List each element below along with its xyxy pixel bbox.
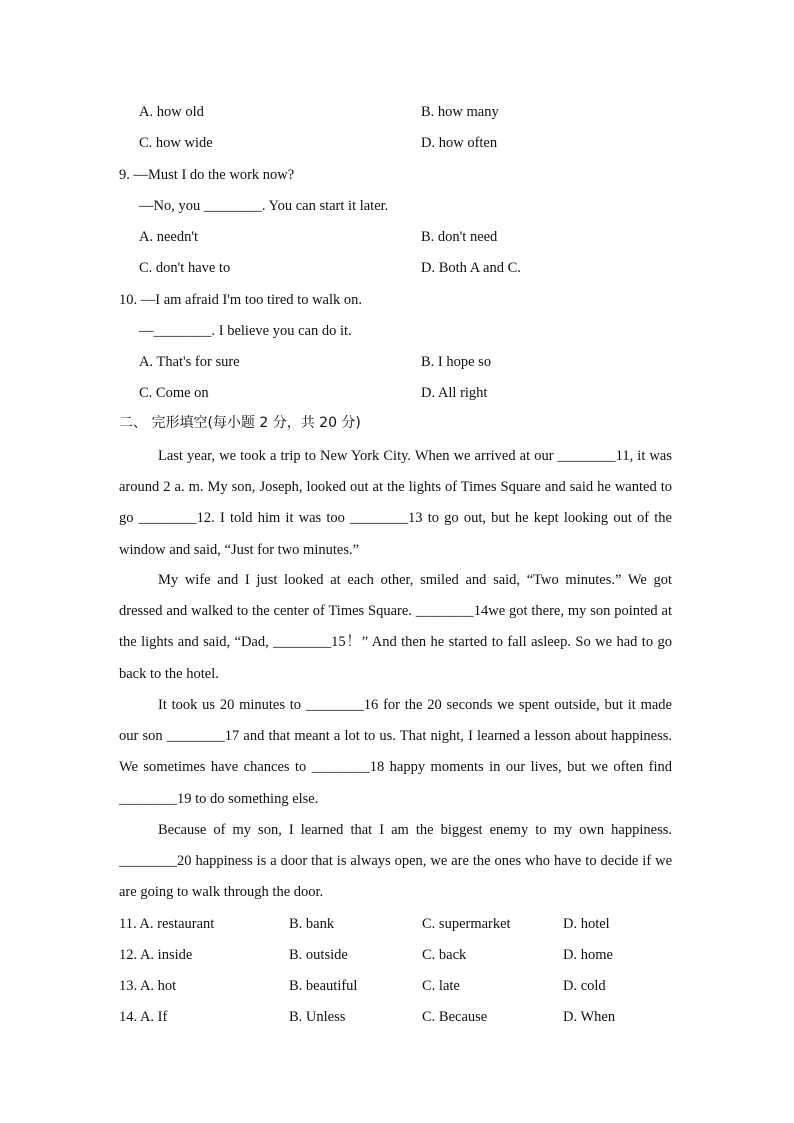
q13-option-a: 13. A. hot	[119, 978, 177, 994]
q10-stem: 10. —I am afraid I'm too tired to walk on.	[119, 292, 363, 308]
q8-option-b: B. how many	[421, 104, 499, 120]
q11-option-d: D. hotel	[563, 916, 610, 932]
passage-paragraph-1-text: Last year, we took a trip to New York City. When we arrived at our ________11, it was around 2 a. m. My son, Joseph, looked out at the lights of Times Square and said he wanted to go ________12. I told him it was too ________13 to go out, but he kept looking out of the window and said, “Just for two minutes.”	[119, 448, 672, 558]
q14-option-d: D. When	[563, 1009, 616, 1025]
q10-option-d: D. All right	[421, 385, 488, 401]
q13-option-b: B. beautiful	[289, 978, 358, 994]
q12-option-b: B. outside	[289, 947, 348, 963]
q10-option-c: C. Come on	[139, 385, 209, 401]
passage-paragraph-3	[119, 690, 672, 815]
q11-option-c: C. supermarket	[422, 916, 511, 932]
q9-stem: 9. —Must I do the work now?	[119, 167, 295, 183]
q8-option-d: D. how often	[421, 135, 498, 151]
q13-option-d: D. cold	[563, 978, 606, 994]
q11-option-a: 11. A. restaurant	[119, 916, 215, 932]
q14-option-b: B. Unless	[289, 1009, 346, 1025]
passage-paragraph-2-text: My wife and I just looked at each other, smiled and said, “Two minutes.” We got dressed and walked to the center of Times Square. ________14we got there, my son pointed at the lights and said, “Dad, ________15！” And then he started to fall asleep. So we had to go back to the hotel.	[119, 572, 672, 682]
passage-paragraph-1	[119, 441, 672, 566]
q9-option-d: D. Both A and C.	[421, 260, 521, 276]
q14-option-c: C. Because	[422, 1009, 488, 1025]
q12-option-d: D. home	[563, 947, 613, 963]
q14-option-a: 14. A. If	[119, 1009, 168, 1025]
q9-option-c: C. don't have to	[139, 260, 231, 276]
q12-option-c: C. back	[422, 947, 467, 963]
q8-option-c: C. how wide	[139, 135, 213, 151]
q9-option-a: A. needn't	[139, 229, 198, 245]
q8-option-a: A. how old	[139, 104, 204, 120]
passage-paragraph-4	[119, 815, 672, 909]
section-heading: 二、 完形填空(每小题 2 分，共 20 分)	[119, 415, 361, 431]
q9-option-b: B. don't need	[421, 229, 498, 245]
q13-option-c: C. late	[422, 978, 460, 994]
q11-option-b: B. bank	[289, 916, 335, 932]
q10-reply: —________. I believe you can do it.	[139, 323, 352, 339]
passage-paragraph-3-text: It took us 20 minutes to ________16 for the 20 seconds we spent outside, but it made our son ________17 and that meant a lot to us. That night, I learned a lesson about happiness. We sometimes have chances to ________18 happy moments in our lives, but we often find ________19 to do something else.	[119, 697, 672, 807]
passage-paragraph-4-text: Because of my son, I learned that I am the biggest enemy to my own happiness. ________20 happiness is a door that is always open, we are the ones who have to decide if we are going to walk through the door.	[119, 822, 672, 901]
q12-option-a: 12. A. inside	[119, 947, 193, 963]
q10-option-b: B. I hope so	[421, 354, 492, 370]
q10-option-a: A. That's for sure	[139, 354, 240, 370]
passage-paragraph-2	[119, 565, 672, 690]
q9-reply: —No, you ________. You can start it later.	[139, 198, 389, 214]
